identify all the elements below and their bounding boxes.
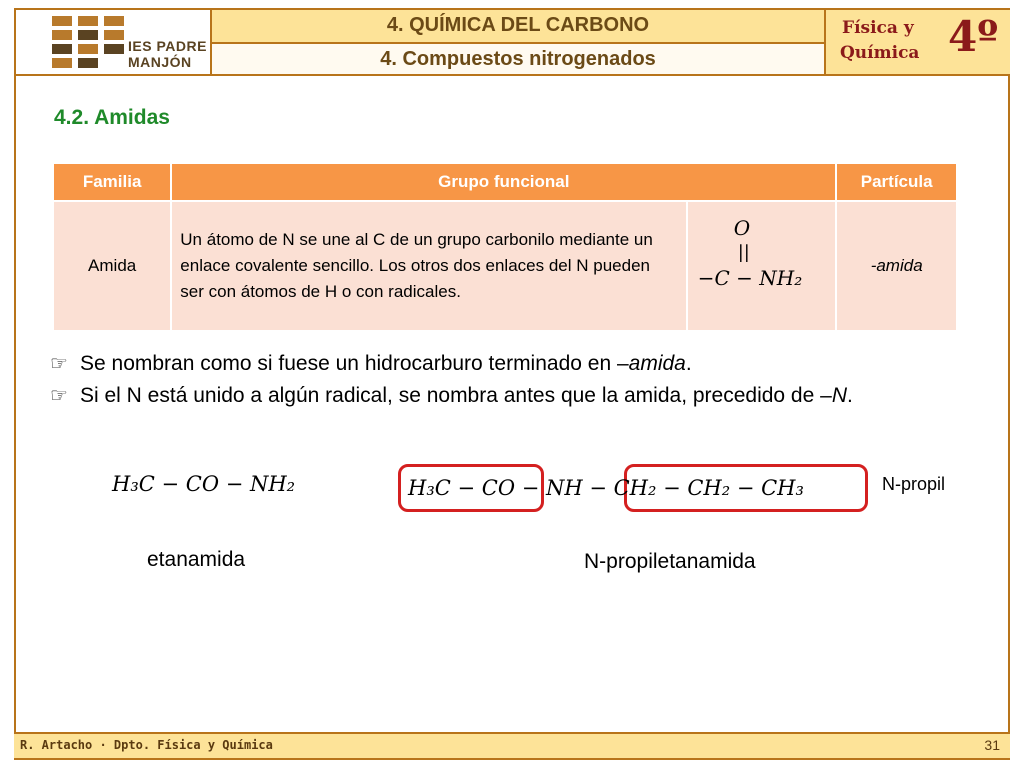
formula-etanamida: H₃C − CO − NH₂ bbox=[112, 472, 296, 496]
bullet-text: Se nombran como si fuese un hidrocarburo terminado en – bbox=[80, 352, 629, 375]
functional-group-table bbox=[52, 162, 958, 332]
double-bond: || bbox=[737, 242, 750, 263]
amide-structure bbox=[698, 216, 838, 316]
header-particula: Partícula bbox=[836, 163, 957, 201]
name-n-propiletanamida: N-propiletanamida bbox=[584, 550, 756, 573]
section-title: 4.2. Amidas bbox=[54, 106, 170, 129]
cell-formula bbox=[687, 201, 837, 331]
cell-descripcion: Un átomo de N se une al C de un grupo carbonilo mediante un enlace covalente sencillo. Los otros dos enlaces del N pueden ser con átomos de H o con radicales. bbox=[171, 201, 686, 331]
logo-text-line1: IES PADRE bbox=[128, 38, 207, 54]
topic-title: 4. Compuestos nitrogenados bbox=[212, 44, 824, 74]
unit-title: 4. QUÍMICA DEL CARBONO bbox=[212, 10, 824, 44]
header-divider bbox=[14, 74, 1010, 76]
grade-label: 4º bbox=[948, 12, 999, 61]
bullet-text-end: . bbox=[846, 384, 853, 407]
cell-familia: Amida bbox=[53, 201, 171, 331]
bullet-emphasis: N bbox=[831, 384, 847, 407]
bullet-item bbox=[50, 382, 1000, 410]
name-etanamida: etanamida bbox=[147, 548, 246, 571]
pointing-hand-icon: ☞ bbox=[50, 353, 68, 375]
amide-chain: −C − NH₂ bbox=[697, 266, 803, 290]
header-grupo-funcional: Grupo funcional bbox=[171, 163, 836, 201]
cell-particula: -amida bbox=[836, 201, 957, 331]
subject-block bbox=[826, 10, 1010, 74]
oxygen-atom: O bbox=[733, 216, 751, 240]
formula-n-propiletanamida: H₃C − CO − NH − CH₂ − CH₂ − CH₃ bbox=[408, 476, 804, 500]
school-logo bbox=[16, 10, 210, 74]
annotation-n-propil: N-propil bbox=[882, 474, 946, 494]
bullet-text: Si el N está unido a algún radical, se nombra antes que la amida, precedido de – bbox=[80, 384, 832, 407]
logo-grid-icon bbox=[52, 16, 124, 68]
footer-bar bbox=[14, 732, 1010, 758]
footer-author: R. Artacho · Dpto. Física y Química bbox=[20, 738, 273, 752]
table-header-row bbox=[53, 163, 957, 201]
logo-text-line2: MANJÓN bbox=[128, 54, 192, 70]
header-familia: Familia bbox=[53, 163, 171, 201]
header-title-block bbox=[210, 10, 826, 74]
bullet-item bbox=[50, 350, 692, 378]
subject-line2: Química bbox=[840, 43, 920, 63]
page-number: 31 bbox=[984, 737, 1000, 753]
pointing-hand-icon: ☞ bbox=[50, 385, 68, 407]
bullet-emphasis: amida bbox=[628, 352, 686, 375]
subject-line1: Física y bbox=[842, 18, 914, 38]
bullet-text-end: . bbox=[685, 352, 692, 375]
table-row bbox=[53, 201, 957, 331]
